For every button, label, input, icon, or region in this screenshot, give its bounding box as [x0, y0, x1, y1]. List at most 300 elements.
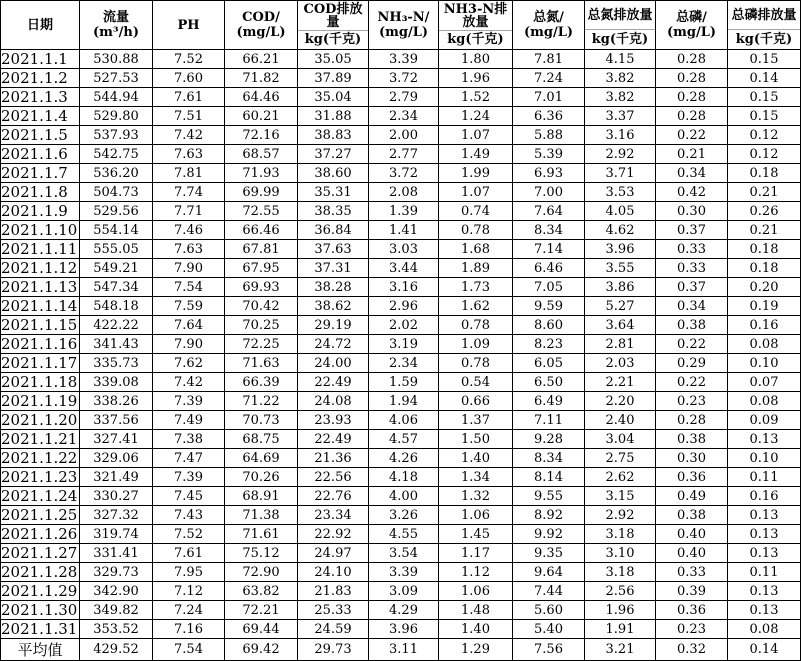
value-cell: 537.93	[80, 126, 153, 145]
value-cell: 7.12	[153, 582, 225, 601]
value-cell: 1.41	[369, 221, 439, 240]
value-cell: 71.61	[225, 525, 298, 544]
value-cell: 3.96	[585, 240, 656, 259]
value-cell: 1.99	[439, 164, 513, 183]
value-cell: 3.16	[369, 278, 439, 297]
value-cell: 0.26	[728, 202, 801, 221]
date-cell: 2021.1.13	[1, 278, 80, 297]
value-cell: 7.90	[153, 335, 225, 354]
table-row	[1, 221, 801, 240]
table-row	[1, 297, 801, 316]
value-cell: 3.86	[585, 278, 656, 297]
header-stack-cell	[80, 2, 152, 49]
value-cell: 1.24	[439, 107, 513, 126]
value-cell: 1.40	[439, 620, 513, 639]
value-cell: 548.18	[80, 297, 153, 316]
value-cell: 0.28	[656, 411, 728, 430]
value-cell: 9.92	[513, 525, 585, 544]
value-cell: 7.63	[153, 240, 225, 259]
value-cell: 0.74	[439, 202, 513, 221]
value-cell: 7.74	[153, 183, 225, 202]
value-cell: 3.04	[585, 430, 656, 449]
value-cell: 24.97	[298, 544, 369, 563]
value-cell: 0.23	[656, 392, 728, 411]
value-cell: 3.19	[369, 335, 439, 354]
value-cell: 2.34	[369, 354, 439, 373]
value-cell: 0.21	[728, 183, 801, 202]
date-cell: 2021.1.2	[1, 69, 80, 88]
table-header	[1, 1, 801, 50]
value-cell: 0.38	[656, 430, 728, 449]
value-cell: 71.82	[225, 69, 298, 88]
value-cell: 530.88	[80, 50, 153, 69]
value-cell: 1.52	[439, 88, 513, 107]
value-cell: 349.82	[80, 601, 153, 620]
value-cell: 0.16	[728, 316, 801, 335]
date-cell: 2021.1.19	[1, 392, 80, 411]
value-cell: 549.21	[80, 259, 153, 278]
header-stack-cell	[369, 2, 438, 49]
value-cell: 6.49	[513, 392, 585, 411]
value-cell: 0.33	[656, 240, 728, 259]
value-cell: 7.81	[513, 50, 585, 69]
value-cell: 7.61	[153, 88, 225, 107]
value-cell: 67.95	[225, 259, 298, 278]
value-cell: 1.12	[439, 563, 513, 582]
value-cell: 331.41	[80, 544, 153, 563]
value-cell: 3.39	[369, 50, 439, 69]
value-cell: 0.15	[728, 107, 801, 126]
value-cell: 0.13	[728, 525, 801, 544]
table-row	[1, 449, 801, 468]
date-cell: 2021.1.24	[1, 487, 80, 506]
value-cell: 0.39	[656, 582, 728, 601]
col-header-tp	[656, 1, 728, 50]
value-cell: 4.00	[369, 487, 439, 506]
date-cell: 2021.1.10	[1, 221, 80, 240]
value-cell: 8.34	[513, 449, 585, 468]
value-cell: 1.07	[439, 126, 513, 145]
value-cell: 1.17	[439, 544, 513, 563]
value-cell: 1.39	[369, 202, 439, 221]
col-header-tn	[513, 1, 585, 50]
value-cell: 0.13	[728, 582, 801, 601]
value-cell: 0.29	[656, 354, 728, 373]
table-row	[1, 373, 801, 392]
value-cell: 1.94	[369, 392, 439, 411]
date-cell: 2021.1.7	[1, 164, 80, 183]
date-cell: 2021.1.22	[1, 449, 80, 468]
value-cell: 0.32	[656, 639, 728, 661]
value-cell: 0.78	[439, 354, 513, 373]
table-row	[1, 563, 801, 582]
col-title: COD排放量	[298, 2, 368, 31]
value-cell: 0.19	[728, 297, 801, 316]
value-cell: 1.29	[439, 639, 513, 661]
value-cell: 1.48	[439, 601, 513, 620]
value-cell: 0.11	[728, 563, 801, 582]
value-cell: 2.00	[369, 126, 439, 145]
value-cell: 3.26	[369, 506, 439, 525]
table-row	[1, 240, 801, 259]
value-cell: 7.05	[513, 278, 585, 297]
value-cell: 1.62	[439, 297, 513, 316]
value-cell: 3.72	[369, 69, 439, 88]
date-cell: 2021.1.12	[1, 259, 80, 278]
date-cell: 2021.1.17	[1, 354, 80, 373]
value-cell: 0.28	[656, 50, 728, 69]
value-cell: 72.21	[225, 601, 298, 620]
value-cell: 24.08	[298, 392, 369, 411]
header-split-cell	[439, 2, 512, 49]
date-cell: 2021.1.21	[1, 430, 80, 449]
col-header-cod	[225, 1, 298, 50]
value-cell: 3.54	[369, 544, 439, 563]
value-cell: 2.08	[369, 183, 439, 202]
value-cell: 3.72	[369, 164, 439, 183]
table-row	[1, 50, 801, 69]
col-header-cod-discharge	[298, 1, 369, 50]
value-cell: 70.73	[225, 411, 298, 430]
value-cell: 7.42	[153, 373, 225, 392]
value-cell: 0.18	[728, 259, 801, 278]
value-cell: 22.49	[298, 373, 369, 392]
value-cell: 0.49	[656, 487, 728, 506]
value-cell: 0.54	[439, 373, 513, 392]
header-row	[1, 1, 801, 50]
value-cell: 0.14	[728, 69, 801, 88]
value-cell: 37.31	[298, 259, 369, 278]
value-cell: 0.12	[728, 145, 801, 164]
value-cell: 7.24	[513, 69, 585, 88]
value-cell: 3.96	[369, 620, 439, 639]
value-cell: 23.93	[298, 411, 369, 430]
value-cell: 4.62	[585, 221, 656, 240]
value-cell: 37.63	[298, 240, 369, 259]
value-cell: 2.77	[369, 145, 439, 164]
value-cell: 335.73	[80, 354, 153, 373]
value-cell: 4.18	[369, 468, 439, 487]
table-row	[1, 335, 801, 354]
value-cell: 68.91	[225, 487, 298, 506]
date-cell: 2021.1.8	[1, 183, 80, 202]
value-cell: 7.52	[153, 50, 225, 69]
value-cell: 2.92	[585, 145, 656, 164]
value-cell: 1.37	[439, 411, 513, 430]
table-row	[1, 354, 801, 373]
col-unit: kg(千克)	[735, 31, 793, 47]
value-cell: 327.41	[80, 430, 153, 449]
value-cell: 0.08	[728, 620, 801, 639]
col-title: 总磷/	[676, 10, 707, 25]
value-cell: 2.20	[585, 392, 656, 411]
table-row	[1, 392, 801, 411]
col-title: COD/	[242, 10, 280, 25]
value-cell: 2.56	[585, 582, 656, 601]
value-cell: 7.60	[153, 69, 225, 88]
table-row	[1, 430, 801, 449]
value-cell: 0.20	[728, 278, 801, 297]
value-cell: 24.72	[298, 335, 369, 354]
value-cell: 38.60	[298, 164, 369, 183]
value-cell: 22.49	[298, 430, 369, 449]
value-cell: 4.26	[369, 449, 439, 468]
value-cell: 7.42	[153, 126, 225, 145]
value-cell: 341.43	[80, 335, 153, 354]
value-cell: 8.14	[513, 468, 585, 487]
value-cell: 529.80	[80, 107, 153, 126]
value-cell: 3.37	[585, 107, 656, 126]
date-cell: 2021.1.14	[1, 297, 80, 316]
value-cell: 0.13	[728, 601, 801, 620]
value-cell: 3.82	[585, 69, 656, 88]
value-cell: 3.71	[585, 164, 656, 183]
table-body	[1, 50, 801, 661]
value-cell: 0.30	[656, 449, 728, 468]
value-cell: 7.47	[153, 449, 225, 468]
value-cell: 321.49	[80, 468, 153, 487]
value-cell: 3.15	[585, 487, 656, 506]
header-stack-cell	[225, 2, 297, 49]
value-cell: 2.03	[585, 354, 656, 373]
date-cell: 2021.1.30	[1, 601, 80, 620]
col-header-tn-discharge	[585, 1, 656, 50]
value-cell: 0.78	[439, 221, 513, 240]
date-cell: 2021.1.20	[1, 411, 80, 430]
value-cell: 7.59	[153, 297, 225, 316]
value-cell: 36.84	[298, 221, 369, 240]
value-cell: 0.21	[656, 145, 728, 164]
value-cell: 7.64	[513, 202, 585, 221]
value-cell: 24.59	[298, 620, 369, 639]
value-cell: 1.09	[439, 335, 513, 354]
value-cell: 7.62	[153, 354, 225, 373]
value-cell: 24.00	[298, 354, 369, 373]
table-row	[1, 468, 801, 487]
value-cell: 72.25	[225, 335, 298, 354]
value-cell: 29.19	[298, 316, 369, 335]
col-header-nh3n	[369, 1, 439, 50]
table-row	[1, 487, 801, 506]
value-cell: 0.33	[656, 259, 728, 278]
value-cell: 3.10	[585, 544, 656, 563]
value-cell: 0.13	[728, 430, 801, 449]
value-cell: 29.73	[298, 639, 369, 661]
header-split-cell	[585, 2, 655, 49]
value-cell: 544.94	[80, 88, 153, 107]
value-cell: 5.60	[513, 601, 585, 620]
header-stack-cell	[1, 2, 79, 49]
value-cell: 7.61	[153, 544, 225, 563]
value-cell: 527.53	[80, 69, 153, 88]
value-cell: 0.16	[728, 487, 801, 506]
value-cell: 38.35	[298, 202, 369, 221]
col-title: NH₃-N/	[377, 10, 430, 25]
value-cell: 7.45	[153, 487, 225, 506]
value-cell: 7.49	[153, 411, 225, 430]
value-cell: 0.40	[656, 525, 728, 544]
table-row	[1, 278, 801, 297]
value-cell: 6.93	[513, 164, 585, 183]
value-cell: 66.21	[225, 50, 298, 69]
date-cell: 2021.1.18	[1, 373, 80, 392]
value-cell: 3.09	[369, 582, 439, 601]
value-cell: 4.15	[585, 50, 656, 69]
value-cell: 3.55	[585, 259, 656, 278]
col-unit: (mg/L)	[236, 25, 286, 40]
value-cell: 7.90	[153, 259, 225, 278]
value-cell: 7.51	[153, 107, 225, 126]
value-cell: 1.91	[585, 620, 656, 639]
value-cell: 7.71	[153, 202, 225, 221]
value-cell: 7.44	[513, 582, 585, 601]
value-cell: 0.10	[728, 449, 801, 468]
value-cell: 0.34	[656, 164, 728, 183]
table-row	[1, 88, 801, 107]
value-cell: 7.56	[513, 639, 585, 661]
value-cell: 555.05	[80, 240, 153, 259]
value-cell: 9.35	[513, 544, 585, 563]
value-cell: 7.11	[513, 411, 585, 430]
value-cell: 7.43	[153, 506, 225, 525]
value-cell: 3.11	[369, 639, 439, 661]
table-row	[1, 69, 801, 88]
value-cell: 3.82	[585, 88, 656, 107]
value-cell: 69.44	[225, 620, 298, 639]
value-cell: 542.75	[80, 145, 153, 164]
value-cell: 0.36	[656, 468, 728, 487]
header-stack-cell	[153, 2, 224, 49]
value-cell: 21.83	[298, 582, 369, 601]
date-cell: 2021.1.3	[1, 88, 80, 107]
value-cell: 66.46	[225, 221, 298, 240]
value-cell: 3.16	[585, 126, 656, 145]
date-cell: 2021.1.15	[1, 316, 80, 335]
value-cell: 0.37	[656, 278, 728, 297]
value-cell: 0.40	[656, 544, 728, 563]
value-cell: 0.15	[728, 50, 801, 69]
value-cell: 60.21	[225, 107, 298, 126]
value-cell: 0.13	[728, 506, 801, 525]
value-cell: 72.55	[225, 202, 298, 221]
table-row	[1, 544, 801, 563]
value-cell: 0.13	[728, 544, 801, 563]
value-cell: 0.08	[728, 335, 801, 354]
col-unit: kg(千克)	[591, 31, 649, 47]
value-cell: 2.75	[585, 449, 656, 468]
date-cell: 2021.1.28	[1, 563, 80, 582]
header-stack-cell	[513, 2, 584, 49]
value-cell: 2.62	[585, 468, 656, 487]
value-cell: 23.34	[298, 506, 369, 525]
value-cell: 70.25	[225, 316, 298, 335]
value-cell: 67.81	[225, 240, 298, 259]
value-cell: 69.93	[225, 278, 298, 297]
col-unit: (mg/L)	[523, 25, 574, 40]
value-cell: 337.56	[80, 411, 153, 430]
value-cell: 327.32	[80, 506, 153, 525]
value-cell: 329.73	[80, 563, 153, 582]
table-row	[1, 183, 801, 202]
value-cell: 1.59	[369, 373, 439, 392]
col-title: 流量	[102, 10, 129, 25]
col-header-flow	[80, 1, 153, 50]
date-cell: 2021.1.31	[1, 620, 80, 639]
value-cell: 38.62	[298, 297, 369, 316]
value-cell: 0.18	[728, 240, 801, 259]
value-cell: 37.27	[298, 145, 369, 164]
table-row	[1, 202, 801, 221]
value-cell: 554.14	[80, 221, 153, 240]
value-cell: 3.18	[585, 525, 656, 544]
value-cell: 0.23	[656, 620, 728, 639]
value-cell: 37.89	[298, 69, 369, 88]
date-cell: 2021.1.26	[1, 525, 80, 544]
date-cell: 2021.1.16	[1, 335, 80, 354]
value-cell: 329.06	[80, 449, 153, 468]
value-cell: 2.79	[369, 88, 439, 107]
value-cell: 429.52	[80, 639, 153, 661]
average-row	[1, 639, 801, 661]
value-cell: 7.54	[153, 639, 225, 661]
value-cell: 2.21	[585, 373, 656, 392]
value-cell: 21.36	[298, 449, 369, 468]
value-cell: 2.92	[585, 506, 656, 525]
value-cell: 0.22	[656, 373, 728, 392]
value-cell: 1.45	[439, 525, 513, 544]
value-cell: 0.14	[728, 639, 801, 661]
value-cell: 0.21	[728, 221, 801, 240]
value-cell: 319.74	[80, 525, 153, 544]
value-cell: 1.06	[439, 582, 513, 601]
value-cell: 0.38	[656, 316, 728, 335]
value-cell: 7.81	[153, 164, 225, 183]
value-cell: 7.54	[153, 278, 225, 297]
average-label-cell: 平均值	[1, 639, 80, 661]
value-cell: 35.05	[298, 50, 369, 69]
value-cell: 0.07	[728, 373, 801, 392]
value-cell: 6.36	[513, 107, 585, 126]
value-cell: 69.99	[225, 183, 298, 202]
value-cell: 2.96	[369, 297, 439, 316]
value-cell: 0.66	[439, 392, 513, 411]
col-unit: (mg/L)	[666, 25, 717, 40]
value-cell: 8.34	[513, 221, 585, 240]
value-cell: 71.63	[225, 354, 298, 373]
value-cell: 422.22	[80, 316, 153, 335]
value-cell: 0.36	[656, 601, 728, 620]
value-cell: 7.39	[153, 392, 225, 411]
value-cell: 35.04	[298, 88, 369, 107]
value-cell: 4.55	[369, 525, 439, 544]
table-row	[1, 620, 801, 639]
value-cell: 1.40	[439, 449, 513, 468]
value-cell: 70.42	[225, 297, 298, 316]
value-cell: 3.21	[585, 639, 656, 661]
value-cell: 0.10	[728, 354, 801, 373]
value-cell: 1.06	[439, 506, 513, 525]
value-cell: 1.34	[439, 468, 513, 487]
col-unit: (m³/h)	[93, 25, 139, 40]
value-cell: 35.31	[298, 183, 369, 202]
col-unit: kg(千克)	[447, 32, 504, 47]
value-cell: 6.46	[513, 259, 585, 278]
value-cell: 7.46	[153, 221, 225, 240]
value-cell: 1.49	[439, 145, 513, 164]
value-cell: 2.34	[369, 107, 439, 126]
value-cell: 71.93	[225, 164, 298, 183]
value-cell: 4.05	[585, 202, 656, 221]
